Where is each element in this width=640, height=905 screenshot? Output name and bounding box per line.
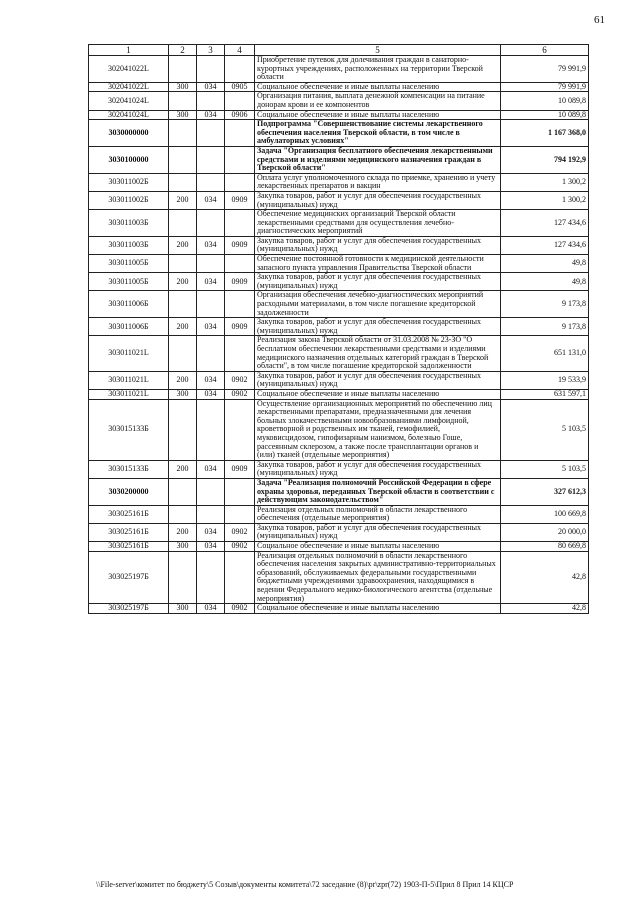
cell-description: Социальное обеспечение и иные выплаты населению <box>255 110 501 120</box>
cell-code: 3030000000 <box>89 120 169 147</box>
header-col-1: 1 <box>89 45 169 56</box>
cell-ministry: 034 <box>197 82 225 92</box>
cell-description: Закупка товаров, работ и услуг для обеспечения государственных (муниципальных) нужд <box>255 371 501 389</box>
cell-amount: 9 173,8 <box>501 318 589 336</box>
cell-code: 302041022L <box>89 56 169 83</box>
cell-description: Обеспечение постоянной готовности к медицинской деятельности запасного пункта управления Правительства Тверской области <box>255 255 501 273</box>
table-row <box>89 399 589 460</box>
cell-section: 0902 <box>225 542 255 552</box>
cell-section <box>225 210 255 237</box>
cell-expense-type <box>169 551 197 604</box>
cell-code: 303011005Б <box>89 255 169 273</box>
cell-code: 303011021L <box>89 371 169 389</box>
cell-description: Социальное обеспечение и иные выплаты населению <box>255 82 501 92</box>
cell-section: 0909 <box>225 191 255 209</box>
cell-amount: 19 533,9 <box>501 371 589 389</box>
cell-expense-type <box>169 478 197 505</box>
cell-expense-type: 300 <box>169 389 197 399</box>
cell-ministry <box>197 291 225 318</box>
cell-description: Закупка товаров, работ и услуг для обеспечения государственных (муниципальных) нужд <box>255 523 501 541</box>
cell-code: 303025197Б <box>89 604 169 614</box>
cell-amount: 80 669,8 <box>501 542 589 552</box>
table-row <box>89 318 589 336</box>
cell-expense-type: 200 <box>169 191 197 209</box>
table-row <box>89 523 589 541</box>
cell-ministry <box>197 120 225 147</box>
cell-amount: 79 991,9 <box>501 82 589 92</box>
cell-amount: 127 434,6 <box>501 210 589 237</box>
table-row <box>89 551 589 604</box>
cell-code: 3030100000 <box>89 146 169 173</box>
cell-description: Реализация закона Тверской области от 31.03.2008 № 23-ЗО "О бесплатном обеспечении лекарственными средствами и изделиями медицинского назначения отдельных категорий граждан в Тверской области", в том числе погашение кредиторской задолженности <box>255 336 501 371</box>
table-row <box>89 389 589 399</box>
cell-amount: 10 089,8 <box>501 110 589 120</box>
cell-amount: 79 991,9 <box>501 56 589 83</box>
cell-code: 303011002Б <box>89 191 169 209</box>
cell-ministry <box>197 336 225 371</box>
cell-expense-type <box>169 92 197 110</box>
cell-code: 302041024L <box>89 110 169 120</box>
cell-section: 0902 <box>225 371 255 389</box>
cell-description: Оплата услуг уполномоченного склада по приемке, хранению и учету лекарственных препаратов и вакцин <box>255 173 501 191</box>
cell-expense-type: 200 <box>169 318 197 336</box>
cell-ministry <box>197 146 225 173</box>
cell-ministry <box>197 173 225 191</box>
cell-section: 0909 <box>225 236 255 254</box>
cell-section <box>225 505 255 523</box>
header-col-6: 6 <box>501 45 589 56</box>
table-row <box>89 191 589 209</box>
cell-ministry <box>197 92 225 110</box>
table-row <box>89 371 589 389</box>
table-row <box>89 542 589 552</box>
cell-code: 303011002Б <box>89 173 169 191</box>
header-col-2: 2 <box>169 45 197 56</box>
footer-file-path: \\File-server\комитет по бюджету\5 Созыв\документы комитета\72 заседание (8)\pr\zpr(72) 1903-П-5\Прил 8 Прил 14 КЦСР <box>96 880 514 889</box>
table-row <box>89 478 589 505</box>
cell-code: 303025161Б <box>89 542 169 552</box>
table-row <box>89 92 589 110</box>
cell-amount: 327 612,3 <box>501 478 589 505</box>
table-row <box>89 120 589 147</box>
cell-section <box>225 255 255 273</box>
cell-ministry <box>197 399 225 460</box>
cell-amount: 1 167 368,0 <box>501 120 589 147</box>
cell-expense-type <box>169 146 197 173</box>
cell-ministry <box>197 551 225 604</box>
cell-expense-type: 300 <box>169 542 197 552</box>
cell-ministry: 034 <box>197 542 225 552</box>
cell-expense-type <box>169 255 197 273</box>
cell-section: 0909 <box>225 318 255 336</box>
cell-section <box>225 120 255 147</box>
table-row <box>89 210 589 237</box>
cell-section <box>225 478 255 505</box>
cell-amount: 1 300,2 <box>501 191 589 209</box>
table-row <box>89 460 589 478</box>
cell-description: Реализация отдельных полномочий в области лекарственного обеспечения (отдельные мероприятия) <box>255 505 501 523</box>
cell-ministry: 034 <box>197 110 225 120</box>
cell-code: 303025161Б <box>89 523 169 541</box>
cell-description: Социальное обеспечение и иные выплаты населению <box>255 604 501 614</box>
cell-ministry <box>197 505 225 523</box>
cell-description: Закупка товаров, работ и услуг для обеспечения государственных (муниципальных) нужд <box>255 236 501 254</box>
cell-amount: 651 131,0 <box>501 336 589 371</box>
cell-section <box>225 336 255 371</box>
budget-table <box>88 44 589 614</box>
cell-amount: 20 000,0 <box>501 523 589 541</box>
cell-ministry: 034 <box>197 236 225 254</box>
cell-ministry <box>197 210 225 237</box>
table-row <box>89 291 589 318</box>
cell-expense-type: 200 <box>169 460 197 478</box>
cell-description: Осуществление организационных мероприятий по обеспечению лиц лекарственными препаратами, предназначенными для лечения больных злокачественными новообразованиями лимфоидной, кроветворной и родственных им тканей, гемофилией, муковисцидозом, гипофизарным нанизмом, болезнью Гоше, рассеянным склерозом, а также после трансплантации органов и (или) тканей (отдельные мероприятия) <box>255 399 501 460</box>
cell-ministry: 034 <box>197 460 225 478</box>
cell-expense-type <box>169 120 197 147</box>
cell-expense-type <box>169 173 197 191</box>
cell-description: Организация питания, выплата денежной компенсации на питание донорам крови и ее компонентов <box>255 92 501 110</box>
cell-expense-type: 200 <box>169 523 197 541</box>
cell-section: 0905 <box>225 82 255 92</box>
cell-description: Задача "Реализация полномочий Российской Федерации в сфере охраны здоровья, переданных Тверской области в соответствии с действующим законодательством" <box>255 478 501 505</box>
cell-amount: 5 103,5 <box>501 399 589 460</box>
cell-amount: 10 089,8 <box>501 92 589 110</box>
cell-code: 303011006Б <box>89 318 169 336</box>
cell-section: 0902 <box>225 523 255 541</box>
cell-expense-type: 200 <box>169 371 197 389</box>
cell-section: 0902 <box>225 604 255 614</box>
cell-section: 0906 <box>225 110 255 120</box>
cell-ministry: 034 <box>197 273 225 291</box>
cell-amount: 631 597,1 <box>501 389 589 399</box>
cell-amount: 49,8 <box>501 255 589 273</box>
cell-ministry: 034 <box>197 191 225 209</box>
header-col-5: 5 <box>255 45 501 56</box>
table-row <box>89 604 589 614</box>
cell-code: 302041024L <box>89 92 169 110</box>
table-row <box>89 236 589 254</box>
cell-expense-type: 200 <box>169 273 197 291</box>
table-row <box>89 146 589 173</box>
table-row <box>89 273 589 291</box>
cell-code: 303015133Б <box>89 399 169 460</box>
cell-amount: 42,8 <box>501 604 589 614</box>
cell-section <box>225 92 255 110</box>
cell-section <box>225 173 255 191</box>
cell-section: 0909 <box>225 273 255 291</box>
cell-ministry: 034 <box>197 389 225 399</box>
cell-expense-type: 200 <box>169 236 197 254</box>
cell-ministry <box>197 255 225 273</box>
cell-ministry: 034 <box>197 523 225 541</box>
cell-description: Приобретение путевок для долечивания граждан в санаторно-курортных учреждениях, расположенных на территории Тверской области <box>255 56 501 83</box>
cell-section <box>225 399 255 460</box>
table-row <box>89 173 589 191</box>
cell-ministry <box>197 56 225 83</box>
cell-amount: 127 434,6 <box>501 236 589 254</box>
cell-expense-type <box>169 399 197 460</box>
cell-description: Организация обеспечения лечебно-диагностических мероприятий расходными материалами, в том числе погашение кредиторской задолженности <box>255 291 501 318</box>
cell-section <box>225 291 255 318</box>
cell-expense-type: 300 <box>169 110 197 120</box>
cell-description: Реализация отдельных полномочий в области лекарственного обеспечения населения закрытых административно-территориальных образований, обслуживаемых федеральными государственными бюджетными учреждениями здравоохранения, находящимися в ведении Федерального медико-биологического агентства (отдельные мероприятия) <box>255 551 501 604</box>
cell-description: Социальное обеспечение и иные выплаты населению <box>255 389 501 399</box>
cell-amount: 5 103,5 <box>501 460 589 478</box>
cell-code: 303011006Б <box>89 291 169 318</box>
cell-expense-type <box>169 291 197 318</box>
cell-amount: 100 669,8 <box>501 505 589 523</box>
cell-amount: 794 192,9 <box>501 146 589 173</box>
cell-code: 303011021L <box>89 389 169 399</box>
cell-amount: 1 300,2 <box>501 173 589 191</box>
cell-expense-type: 300 <box>169 604 197 614</box>
header-col-4: 4 <box>225 45 255 56</box>
cell-expense-type <box>169 505 197 523</box>
cell-section <box>225 551 255 604</box>
cell-amount: 9 173,8 <box>501 291 589 318</box>
cell-description: Социальное обеспечение и иные выплаты населению <box>255 542 501 552</box>
cell-code: 303011003Б <box>89 236 169 254</box>
cell-description: Подпрограмма "Совершенствование системы лекарственного обеспечения населения Тверской области, в том числе в амбулаторных условиях" <box>255 120 501 147</box>
cell-description: Закупка товаров, работ и услуг для обеспечения государственных (муниципальных) нужд <box>255 191 501 209</box>
cell-ministry: 034 <box>197 318 225 336</box>
table-row <box>89 255 589 273</box>
cell-code: 3030200000 <box>89 478 169 505</box>
cell-description: Закупка товаров, работ и услуг для обеспечения государственных (муниципальных) нужд <box>255 273 501 291</box>
cell-description: Задача "Организация бесплатного обеспечения лекарственными средствами и изделиями медицинского назначения граждан в Тверской области" <box>255 146 501 173</box>
cell-expense-type <box>169 56 197 83</box>
table-row <box>89 56 589 83</box>
table-row <box>89 505 589 523</box>
cell-code: 303025197Б <box>89 551 169 604</box>
table-row <box>89 336 589 371</box>
cell-section: 0909 <box>225 460 255 478</box>
cell-code: 302041022L <box>89 82 169 92</box>
cell-expense-type: 300 <box>169 82 197 92</box>
cell-description: Обеспечение медицинских организаций Тверской области лекарственными средствами для осуществления лечебно-диагностических мероприятий <box>255 210 501 237</box>
cell-amount: 49,8 <box>501 273 589 291</box>
cell-description: Закупка товаров, работ и услуг для обеспечения государственных (муниципальных) нужд <box>255 318 501 336</box>
cell-section <box>225 146 255 173</box>
cell-ministry: 034 <box>197 604 225 614</box>
cell-code: 303011005Б <box>89 273 169 291</box>
table-body <box>89 56 589 614</box>
cell-code: 303011021L <box>89 336 169 371</box>
page-number: 61 <box>594 14 605 26</box>
header-col-3: 3 <box>197 45 225 56</box>
cell-section: 0902 <box>225 389 255 399</box>
table-header-row <box>89 45 589 56</box>
cell-ministry: 034 <box>197 371 225 389</box>
cell-code: 303011003Б <box>89 210 169 237</box>
cell-ministry <box>197 478 225 505</box>
cell-expense-type <box>169 210 197 237</box>
cell-code: 303025161Б <box>89 505 169 523</box>
cell-section <box>225 56 255 83</box>
cell-expense-type <box>169 336 197 371</box>
cell-description: Закупка товаров, работ и услуг для обеспечения государственных (муниципальных) нужд <box>255 460 501 478</box>
cell-amount: 42,8 <box>501 551 589 604</box>
cell-code: 303015133Б <box>89 460 169 478</box>
